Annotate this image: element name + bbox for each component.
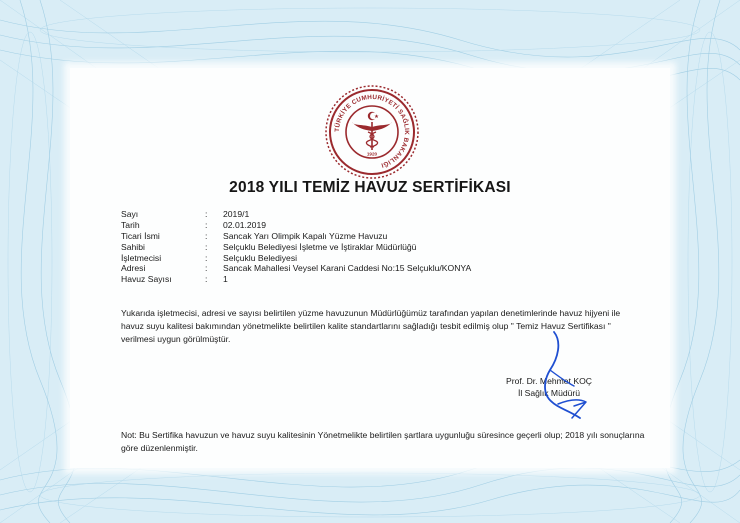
info-value: Selçuklu Belediyesi — [223, 252, 298, 263]
info-separator: : — [205, 219, 208, 230]
info-row — [121, 209, 471, 220]
info-label: Tarih — [121, 219, 140, 230]
info-separator: : — [205, 209, 208, 219]
info-separator: : — [205, 274, 208, 285]
info-row — [121, 220, 471, 231]
seal-year: 1920 — [366, 151, 378, 157]
signatory-name: Prof. Dr. Mehmet KOÇ — [506, 376, 592, 386]
info-label: İşletmecisi — [121, 252, 162, 263]
certificate-title: 2018 YILI TEMİZ HAVUZ SERTİFİKASI — [229, 179, 511, 196]
info-label: Havuz Sayısı — [121, 274, 172, 285]
info-label: Sahibi — [121, 241, 145, 252]
info-row — [121, 263, 471, 274]
certificate-statement: Yukarıda işletmecisi, adresi ve sayısı belirtilen yüzme havuzunun Müdürlüğümüz tarafından yapılan denetimlerinde havuz hijyeni ile havuz suyu kalitesi bakımından yönetmelikte belirtilen kalite standartlarını sağladığı tesbit edilmiş olup " Temiz Havuz Sertifikası " verilmesi uygun görülmüştür. — [121, 308, 621, 345]
info-label: Adresi — [121, 263, 146, 274]
ministry-of-health-seal-logo — [322, 82, 422, 182]
info-row — [121, 274, 471, 285]
seal-ring-text: TÜRKİYE CUMHURİYETİ SAĞLIK BAKANLIĞI — [333, 93, 411, 169]
info-value: Selçuklu Belediyesi İşletme ve İştiraklar Müdürlüğü — [223, 241, 417, 252]
info-separator: : — [205, 230, 208, 241]
info-separator: : — [205, 241, 208, 252]
facility-info-table — [121, 209, 471, 285]
info-row — [121, 242, 471, 253]
info-label: Ticari İsmi — [121, 230, 160, 241]
info-value: Sancak Yarı Olimpik Kapalı Yüzme Havuzu — [223, 230, 388, 241]
signatory-role: İl Sağlık Müdürü — [517, 388, 581, 398]
info-value: 2019/1 — [223, 209, 250, 219]
validity-note: Not: Bu Sertifika havuzun ve havuz suyu kalitesinin Yönetmelikte belirtilen şartlara uygunluğu süresince geçerli olup; 2018 yılı sonuçlarına göre düzenlenmiştir. — [121, 430, 645, 453]
info-row — [121, 253, 471, 264]
info-row — [121, 231, 471, 242]
info-separator: : — [205, 263, 208, 274]
info-value: 1 — [223, 274, 228, 285]
info-label: Sayı — [121, 209, 139, 219]
handwritten-signature — [528, 328, 603, 423]
info-value: 02.01.2019 — [223, 219, 267, 230]
info-value: Sancak Mahallesi Veysel Karani Caddesi No:15 Selçuklu/KONYA — [223, 263, 472, 274]
info-separator: : — [205, 252, 208, 263]
